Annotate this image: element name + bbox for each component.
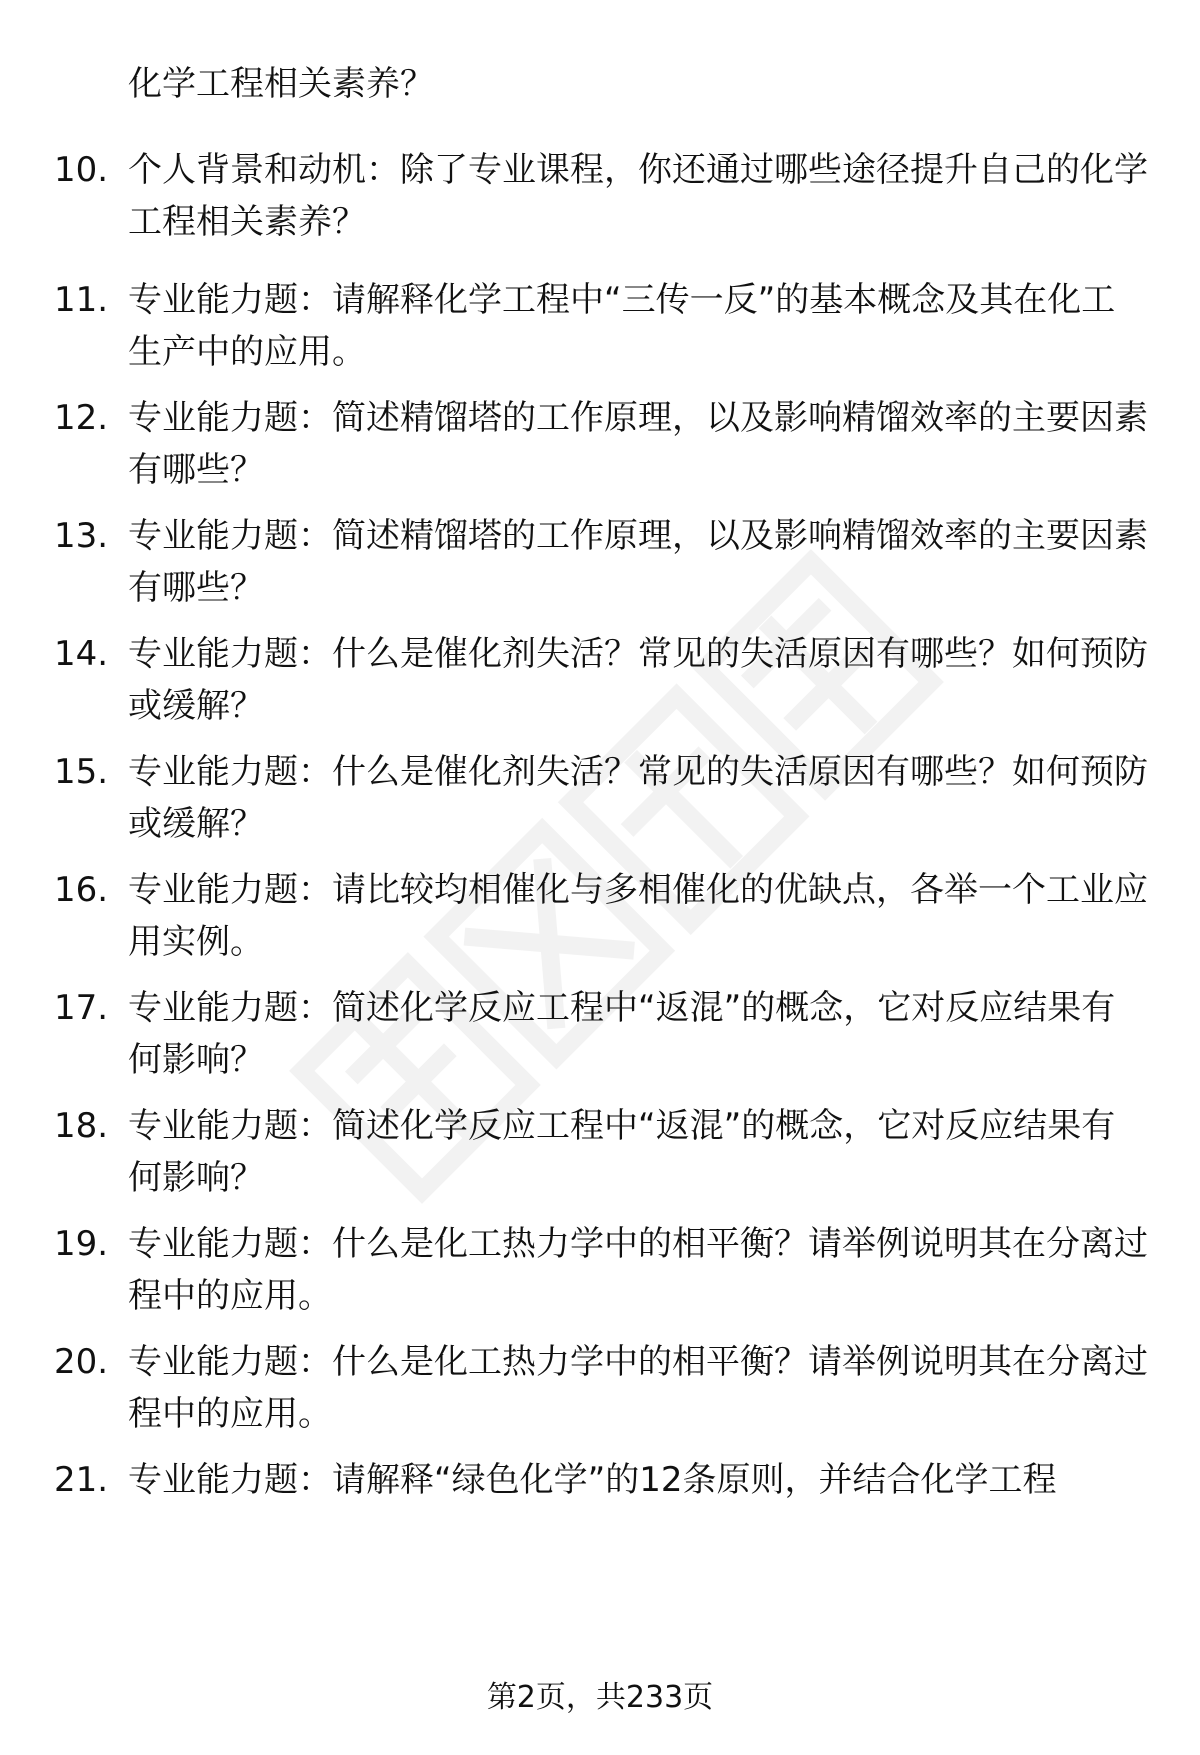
- question-item: [0, 1094, 1200, 1212]
- question-text: 专业能力题：简述化学反应工程中“返混”的概念，它对反应结果有何影响？: [128, 1106, 1116, 1198]
- continued-question-text: 化学工程相关素养？: [128, 64, 434, 104]
- question-text: 专业能力题：什么是化工热力学中的相平衡？请举例说明其在分离过程中的应用。: [128, 1342, 1148, 1434]
- question-item: [0, 858, 1200, 976]
- question-number: 20.: [54, 1342, 109, 1382]
- question-number: 13.: [54, 516, 109, 556]
- question-number: 12.: [54, 398, 109, 438]
- question-text: 专业能力题：请解释“绿色化学”的12条原则，并结合化学工程: [128, 1460, 1057, 1500]
- question-text: 专业能力题：什么是催化剂失活？常见的失活原因有哪些？如何预防或缓解？: [128, 752, 1148, 844]
- question-number: 11.: [54, 280, 109, 320]
- question-number: 19.: [54, 1224, 109, 1264]
- question-item: [0, 740, 1200, 858]
- question-text: 专业能力题：请比较均相催化与多相催化的优缺点，各举一个工业应用实例。: [128, 870, 1148, 962]
- question-number: 18.: [54, 1106, 109, 1146]
- question-number: 15.: [54, 752, 109, 792]
- question-item: [0, 386, 1200, 504]
- question-text: 个人背景和动机：除了专业课程，你还通过哪些途径提升自己的化学工程相关素养？: [128, 150, 1148, 242]
- question-number: 10.: [54, 150, 109, 190]
- question-item: [0, 268, 1200, 386]
- question-text: 专业能力题：简述化学反应工程中“返混”的概念，它对反应结果有何影响？: [128, 988, 1116, 1080]
- question-item: [0, 1330, 1200, 1448]
- question-item: [0, 1448, 1200, 1518]
- question-text: 专业能力题：简述精馏塔的工作原理，以及影响精馏效率的主要因素有哪些？: [128, 398, 1148, 490]
- question-item: [0, 1212, 1200, 1330]
- question-item: [0, 504, 1200, 622]
- question-list: [0, 138, 1200, 1518]
- question-number: 14.: [54, 634, 109, 674]
- question-text: 专业能力题：什么是化工热力学中的相平衡？请举例说明其在分离过程中的应用。: [128, 1224, 1148, 1316]
- question-text: 专业能力题：什么是催化剂失活？常见的失活原因有哪些？如何预防或缓解？: [128, 634, 1148, 726]
- question-item: [0, 622, 1200, 740]
- question-text: 专业能力题：简述精馏塔的工作原理，以及影响精馏效率的主要因素有哪些？: [128, 516, 1148, 608]
- question-number: 16.: [54, 870, 109, 910]
- question-text: 专业能力题：请解释化学工程中“三传一反”的基本概念及其在化工生产中的应用。: [128, 280, 1116, 372]
- question-number: 21.: [54, 1460, 109, 1500]
- question-item: [0, 976, 1200, 1094]
- page-footer: 第2页，共233页: [486, 1680, 714, 1715]
- question-number: 17.: [54, 988, 109, 1028]
- question-item: [0, 138, 1200, 268]
